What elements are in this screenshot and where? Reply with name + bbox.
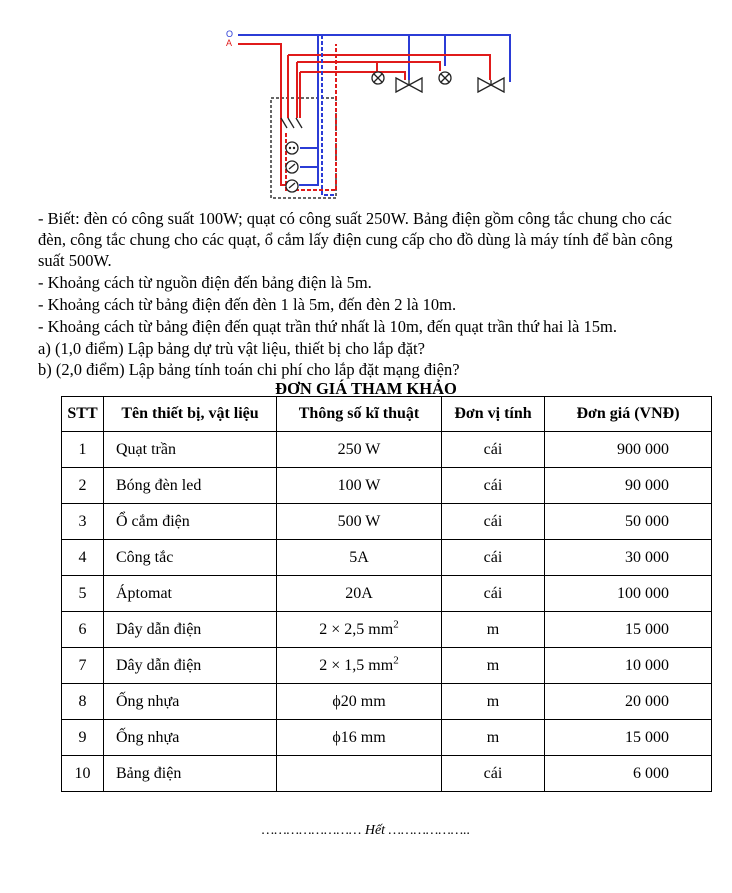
header-stt: STT [62,397,104,432]
table-row [62,612,712,648]
cell-stt: 1 [62,432,104,468]
cell-unit: cái [442,540,545,576]
question-b: b) (2,0 điểm) Lập bảng tính toán chi phí cho lắp đặt mạng điện? [38,360,460,379]
cell-price: 6 000 [545,756,712,792]
end-marker: …………………… Hết ……………….. [261,823,471,838]
cell-unit: m [442,684,545,720]
cell-unit: m [442,612,545,648]
socket-icon [286,180,298,192]
cell-name: Áptomat [104,576,277,612]
cell-price: 100 000 [545,576,712,612]
cell-price: 900 000 [545,432,712,468]
ceiling-fan-icon [396,78,422,92]
cell-spec: 250 W [277,432,442,468]
cell-stt: 8 [62,684,104,720]
cell-spec: 100 W [277,468,442,504]
cell-stt: 10 [62,756,104,792]
neutral-label: O [226,29,234,39]
cell-stt: 2 [62,468,104,504]
cell-name: Dây dẫn điện [104,612,277,648]
cell-unit: cái [442,432,545,468]
cell-unit: m [442,648,545,684]
lamp-icon [439,72,451,84]
table-row [62,468,712,504]
header-unit: Đơn vị tính [442,397,545,432]
phase-label: A [226,38,233,48]
cell-spec: 2 × 1,5 $mm^2$ [277,648,442,684]
cell-unit: cái [442,468,545,504]
socket-icon [286,161,298,173]
cell-stt: 4 [62,540,104,576]
cell-price: 10 000 [545,648,712,684]
cell-name: Bóng đèn led [104,468,277,504]
price-table [61,396,712,792]
cell-spec: 2 × 2,5 $mm^2$ [277,612,442,648]
table-header-row [62,397,712,432]
cell-price: 90 000 [545,468,712,504]
cell-name: Bảng điện [104,756,277,792]
table-row [62,684,712,720]
neutral-wires [238,35,510,185]
header-price: Đơn giá (VNĐ) [545,397,712,432]
table-row [62,540,712,576]
switch-icon [281,118,302,128]
table-row [62,576,712,612]
cell-spec: 20A [277,576,442,612]
wiring-diagram [0,0,732,210]
cell-price: 30 000 [545,540,712,576]
cell-price: 20 000 [545,684,712,720]
cell-spec [277,756,442,792]
cell-unit: m [442,720,545,756]
cell-stt: 9 [62,720,104,756]
header-spec: Thông số kĩ thuật [277,397,442,432]
lamp-icon [372,72,384,84]
cell-price: 50 000 [545,504,712,540]
paragraph-specs: - Biết: đèn có công suất 100W; quạt có công suất 250W. Bảng điện gồm công tắc chung cho các đèn, công tắc chung cho các quạt, ổ cắm lấy điện cung cấp cho đồ dùng là máy tính để bàn công suất 500W. [38,209,673,270]
paragraph-source-distance: - Khoảng cách từ nguồn điện đến bảng điện là 5m. [38,273,372,292]
cell-price: 15 000 [545,720,712,756]
cell-spec: ϕ20 mm [277,684,442,720]
cell-unit: cái [442,504,545,540]
table-row [62,504,712,540]
table-title: ĐƠN GIÁ THAM KHẢO [275,379,457,398]
cell-stt: 5 [62,576,104,612]
cell-spec: ϕ16 mm [277,720,442,756]
cell-spec: 500 W [277,504,442,540]
cell-name: Quạt trần [104,432,277,468]
cell-stt: 3 [62,504,104,540]
socket-icon [286,142,298,154]
cell-unit: cái [442,756,545,792]
cell-spec: 5A [277,540,442,576]
table-row [62,432,712,468]
ceiling-fan-icon [478,78,504,92]
cell-stt: 7 [62,648,104,684]
cell-name: Dây dẫn điện [104,648,277,684]
table-row [62,720,712,756]
cell-name: Ống nhựa [104,720,277,756]
cell-unit: cái [442,576,545,612]
header-name: Tên thiết bị, vật liệu [104,397,277,432]
paragraph-fan-distance: - Khoảng cách từ bảng điện đến quạt trần thứ nhất là 10m, đến quạt trần thứ hai là 15m. [38,317,617,336]
paragraph-lamp-distance: - Khoảng cách từ bảng điện đến đèn 1 là 5m, đến đèn 2 là 10m. [38,295,457,314]
question-a: a) (1,0 điểm) Lập bảng dự trù vật liệu, thiết bị cho lắp đặt? [38,339,425,358]
cell-name: Ống nhựa [104,684,277,720]
cell-name: Công tắc [104,540,277,576]
table-row [62,648,712,684]
table-row [62,756,712,792]
cell-name: Ổ cắm điện [104,504,277,540]
cell-price: 15 000 [545,612,712,648]
cell-stt: 6 [62,612,104,648]
phase-wires [238,44,490,185]
